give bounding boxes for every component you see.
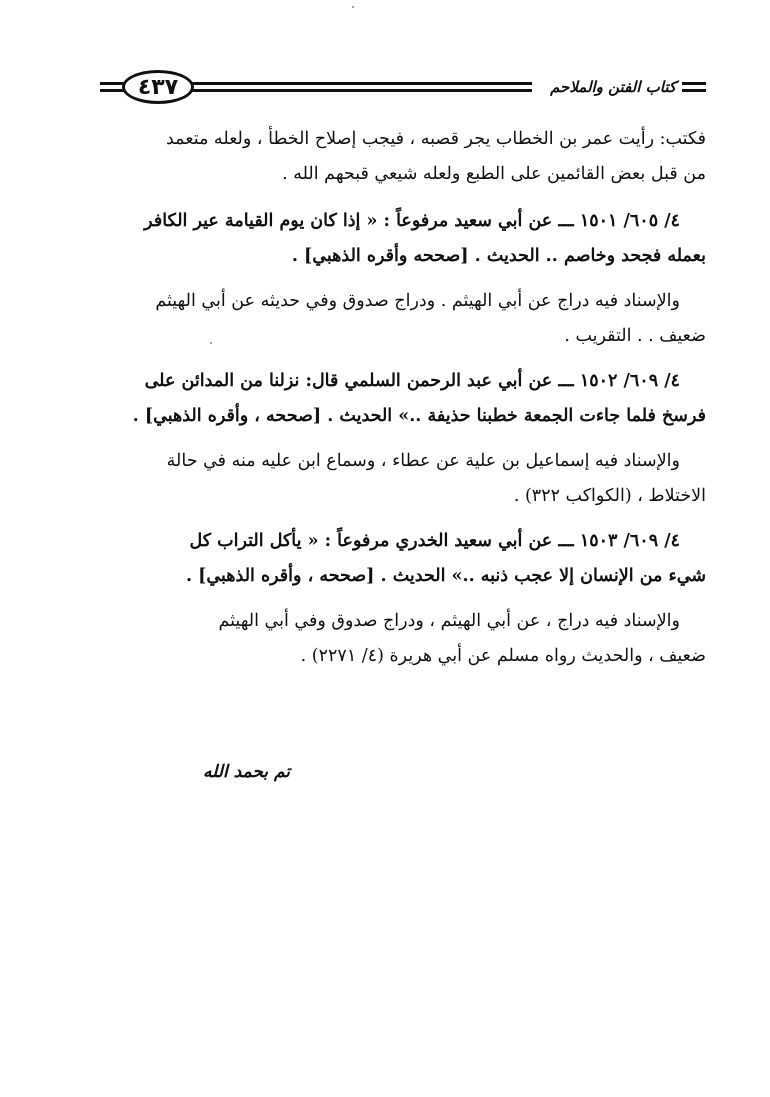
text-line: فرسخ فلما جاءت الجمعة خطبنا حذيفة ..» الحديث . [صححه ، وأقره الذهبي] . [132, 406, 706, 426]
paragraph-p3 [98, 284, 706, 354]
page-number: ٤٣٧ [122, 70, 194, 104]
scan-speck [352, 6, 354, 8]
hadith-entry-1503 [98, 524, 706, 594]
text-line: ضعيف ، والحديث رواه مسلم عن أبي هريرة (٤/ ٢٢٧١) . [300, 646, 706, 666]
scan-speck [210, 342, 212, 344]
text-line: ٤/ ٦٠٥/ ١٥٠١ ـــ عن أبي سعيد مرفوعاً : « إذا كان يوم القيامة عير الكافر [144, 211, 680, 231]
hadith-entry-1501 [98, 204, 706, 274]
paragraph-p7 [98, 604, 706, 674]
text-line: ٤/ ٦٠٩/ ١٥٠٢ ـــ عن أبي عبد الرحمن السلمي قال: نزلنا من المدائن على [144, 371, 680, 391]
text-line: ٤/ ٦٠٩/ ١٥٠٣ ـــ عن أبي سعيد الخدري مرفوعاً : « يأكل التراب كل [189, 531, 680, 551]
text-line: والإسناد فيه دراج عن أبي الهيثم . ودراج صدوق وفي حديثه عن أبي الهيثم [155, 291, 680, 311]
header-rule [680, 89, 706, 92]
paragraph-p1 [98, 122, 706, 192]
paragraph-p5 [98, 444, 706, 514]
text-line: والإسناد فيه دراج ، عن أبي الهيثم ، ودراج صدوق وفي أبي الهيثم [218, 611, 680, 631]
text-line: ضعيف . . التقريب . [564, 326, 706, 346]
closing-phrase: تم بحمد الله [203, 762, 290, 782]
running-title: كتاب الفتن والملاحم [532, 72, 682, 102]
header-rule [680, 82, 706, 85]
text-line: والإسناد فيه إسماعيل بن علية عن عطاء ، وسماع ابن عليه منه في حالة [166, 451, 680, 471]
hadith-entry-1502 [98, 364, 706, 434]
text-line: فكتب: رأيت عمر بن الخطاب يجر قصبه ، فيجب إصلاح الخطأ ، ولعله متعمد [165, 129, 706, 149]
page-body [98, 122, 706, 684]
text-line: شيء من الإنسان إلا عجب ذنبه ..» الحديث . [صححه ، وأقره الذهبي] . [185, 566, 706, 586]
text-line: بعمله فجحد وخاصم .. الحديث . [صححه وأقره الذهبي] . [291, 246, 706, 266]
text-line: الاختلاط ، (الكواكب ٣٢٢) . [513, 486, 706, 506]
text-line: من قبل بعض القائمين على الطبع ولعله شيعي قبحهم الله . [282, 164, 706, 184]
page-header [100, 62, 706, 114]
